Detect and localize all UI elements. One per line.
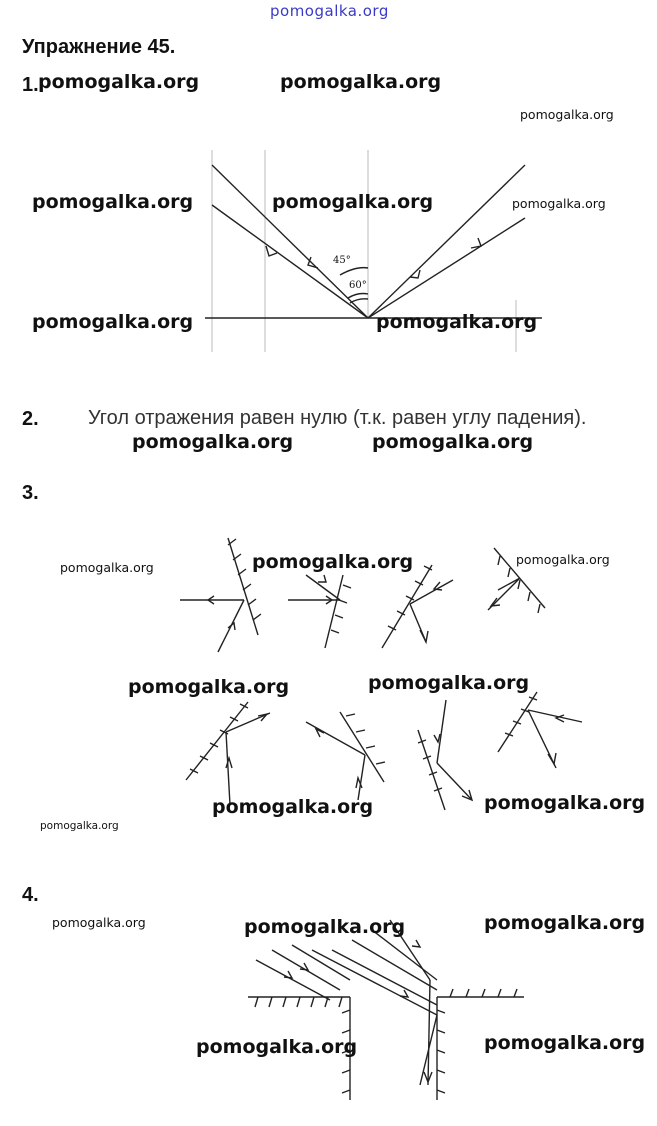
watermark: pomogalka.org bbox=[272, 191, 434, 213]
watermark: pomogalka.org bbox=[32, 311, 194, 333]
item-1-number: 1. bbox=[22, 74, 39, 96]
watermark: pomogalka.org bbox=[376, 311, 538, 333]
watermark: pomogalka.org bbox=[32, 191, 194, 213]
watermark: pomogalka.org bbox=[196, 1036, 358, 1058]
item-2-text: Угол отражения равен нулю (т.к. равен углу падения). bbox=[88, 407, 587, 429]
angle-45-label: 45° bbox=[333, 255, 351, 266]
watermark: pomogalka.org bbox=[128, 676, 290, 698]
watermark: pomogalka.org bbox=[512, 196, 606, 211]
watermark: pomogalka.org bbox=[516, 552, 610, 567]
angle-60-label: 60° bbox=[349, 280, 367, 291]
watermark: pomogalka.org bbox=[212, 796, 374, 818]
watermark: pomogalka.org bbox=[132, 431, 294, 453]
watermark: pomogalka.org bbox=[484, 1032, 646, 1054]
watermark: pomogalka.org bbox=[368, 672, 530, 694]
item-4-number: 4. bbox=[22, 884, 39, 906]
figure-4 bbox=[248, 920, 524, 1100]
watermark: pomogalka.org bbox=[252, 551, 414, 573]
watermark: pomogalka.org bbox=[280, 71, 442, 93]
exercise-title: Упражнение 45. bbox=[22, 36, 176, 58]
watermark: pomogalka.org bbox=[520, 107, 614, 122]
watermark: pomogalka.org bbox=[52, 915, 146, 930]
watermark: pomogalka.org bbox=[60, 560, 154, 575]
watermark: pomogalka.org bbox=[40, 820, 119, 832]
item-2-number: 2. bbox=[22, 408, 39, 430]
watermark: pomogalka.org bbox=[484, 912, 646, 934]
watermark: pomogalka.org bbox=[244, 916, 406, 938]
watermark: pomogalka.org bbox=[372, 431, 534, 453]
header-site-link[interactable]: pomogalka.org bbox=[270, 2, 389, 20]
item-3-number: 3. bbox=[22, 482, 39, 504]
watermark: pomogalka.org bbox=[484, 792, 646, 814]
watermark: pomogalka.org bbox=[38, 71, 200, 93]
